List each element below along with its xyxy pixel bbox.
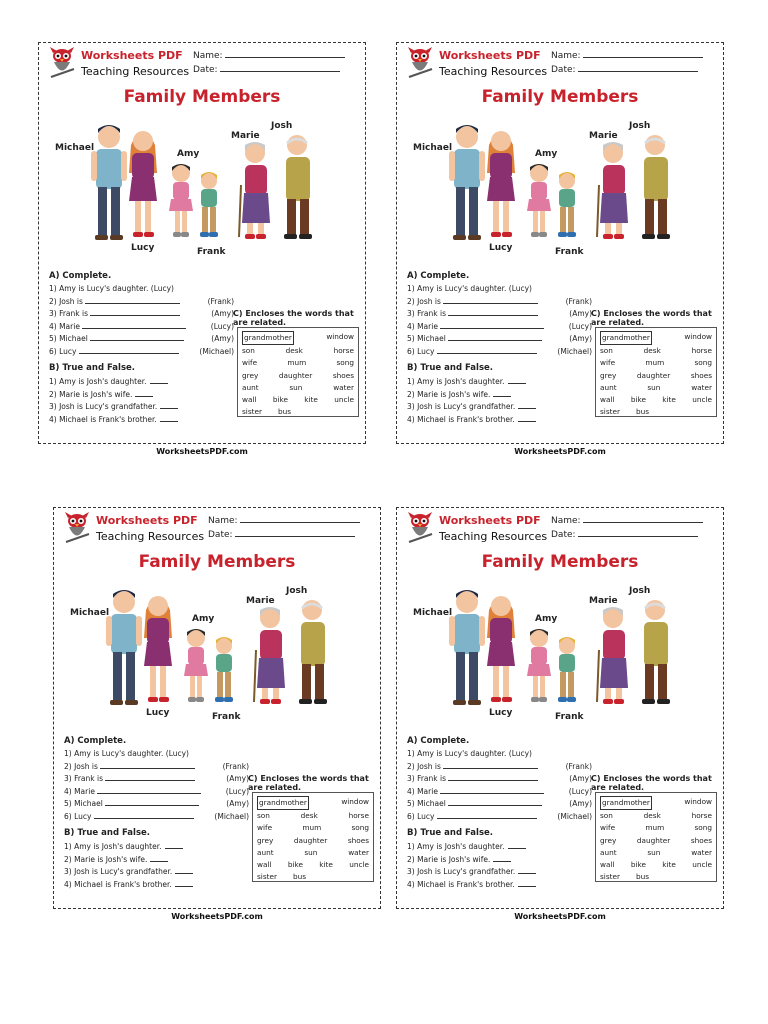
- answer-blank[interactable]: [135, 389, 153, 397]
- answer-blank[interactable]: [448, 333, 542, 341]
- worksheet-card: [53, 507, 381, 921]
- word-box: [595, 792, 717, 882]
- complete-list: [64, 748, 249, 823]
- complete-list: [407, 748, 592, 823]
- word[interactable]: aunt: [242, 382, 259, 392]
- answer-blank[interactable]: [448, 308, 538, 316]
- label-josh: Josh: [271, 121, 293, 131]
- answer-blank[interactable]: [437, 811, 537, 819]
- lucy-figure: [487, 131, 515, 237]
- footer-site: WorksheetsPDF.com: [171, 912, 263, 921]
- truefalse-item: 4) Michael is Frank's brother.: [64, 879, 249, 892]
- owl-logo-icon: [47, 47, 77, 81]
- word[interactable]: window: [684, 797, 712, 806]
- complete-item: 3) Frank is (Amy): [407, 774, 592, 783]
- word[interactable]: kite: [319, 860, 333, 870]
- word[interactable]: son: [242, 346, 255, 356]
- word[interactable]: grey: [257, 835, 274, 845]
- word[interactable]: horse: [691, 811, 712, 821]
- complete-item: 3) Frank is (Amy): [407, 309, 592, 318]
- word[interactable]: mum: [645, 823, 665, 833]
- label-michael: Michael: [413, 608, 453, 618]
- michael-figure: [91, 125, 127, 240]
- label-michael: Michael: [55, 143, 95, 153]
- answer-blank[interactable]: [79, 346, 179, 354]
- word[interactable]: mum: [287, 358, 307, 368]
- complete-item: 4) Marie (Lucy): [49, 321, 234, 331]
- complete-item: 4) Marie (Lucy): [407, 786, 592, 796]
- word[interactable]: kite: [662, 860, 676, 870]
- complete-item: 6) Lucy (Michael): [49, 346, 234, 356]
- brand-name: Worksheets PDF: [96, 514, 198, 527]
- label-frank: Frank: [555, 712, 584, 722]
- word[interactable]: sister: [600, 872, 620, 882]
- name-label: Name:: [208, 516, 238, 526]
- footer-site: WorksheetsPDF.com: [514, 912, 606, 921]
- worksheet-title: Family Members: [123, 87, 281, 107]
- complete-item: 6) Lucy (Michael): [407, 811, 592, 821]
- word[interactable]: bike: [287, 860, 303, 870]
- name-label: Name:: [551, 516, 581, 526]
- truefalse-heading: B) True and False.: [407, 828, 493, 838]
- michael-figure: [106, 590, 142, 705]
- word[interactable]: wife: [600, 358, 616, 368]
- name-field[interactable]: [551, 514, 709, 526]
- marie-figure: [597, 607, 628, 704]
- word-box: [237, 327, 359, 417]
- word-box: [252, 792, 374, 882]
- truefalse-item: 1) Amy is Josh's daughter.: [64, 841, 249, 854]
- answer-blank[interactable]: [493, 389, 511, 397]
- truefalse-item: 4) Michael is Frank's brother.: [407, 414, 592, 427]
- frank-figure: [558, 172, 576, 237]
- answer-blank[interactable]: [508, 841, 526, 849]
- word[interactable]: sun: [304, 847, 318, 857]
- word[interactable]: sun: [647, 847, 661, 857]
- label-marie: Marie: [589, 596, 618, 606]
- truefalse-item: 1) Amy is Josh's daughter.: [407, 841, 592, 854]
- word[interactable]: bus: [277, 407, 292, 417]
- complete-item: 5) Michael (Amy): [407, 799, 592, 808]
- josh-figure: [642, 135, 670, 239]
- truefalse-item: 1) Amy is Josh's daughter.: [49, 376, 234, 389]
- answer-blank[interactable]: [150, 376, 168, 384]
- complete-item: 5) Michael (Amy): [49, 334, 234, 343]
- michael-figure: [449, 590, 485, 705]
- name-label: Name:: [551, 51, 581, 61]
- label-frank: Frank: [212, 712, 241, 722]
- answer-blank[interactable]: [90, 308, 180, 316]
- word[interactable]: wall: [242, 395, 257, 405]
- name-field[interactable]: [193, 49, 351, 61]
- answer-blank[interactable]: [175, 866, 193, 874]
- truefalse-heading: B) True and False.: [407, 363, 493, 373]
- label-michael: Michael: [70, 608, 110, 618]
- date-field[interactable]: [193, 63, 351, 75]
- word[interactable]: song: [694, 823, 712, 833]
- word[interactable]: window: [341, 797, 369, 806]
- complete-item: 2) Josh is (Frank): [64, 761, 249, 771]
- label-amy: Amy: [192, 614, 215, 624]
- word[interactable]: sister: [600, 407, 620, 417]
- josh-figure: [642, 600, 670, 704]
- answer-blank[interactable]: [518, 866, 536, 874]
- truefalse-item: 3) Josh is Lucy's grandfather.: [407, 401, 592, 414]
- answer-blank[interactable]: [448, 798, 542, 806]
- word[interactable]: grandmother: [257, 796, 309, 810]
- word[interactable]: daughter: [293, 835, 328, 845]
- label-marie: Marie: [589, 131, 618, 141]
- label-amy: Amy: [177, 149, 200, 159]
- answer-blank[interactable]: [94, 811, 194, 819]
- complete-item: 2) Josh is (Frank): [407, 761, 592, 771]
- word[interactable]: horse: [333, 346, 354, 356]
- complete-item: 5) Michael (Amy): [64, 799, 249, 808]
- complete-item: 2) Josh is (Frank): [49, 296, 234, 306]
- complete-heading: A) Complete.: [49, 271, 112, 281]
- brand-tagline: Teaching Resources: [96, 530, 205, 543]
- word[interactable]: water: [691, 847, 712, 857]
- label-frank: Frank: [555, 247, 584, 257]
- josh-figure: [299, 600, 327, 704]
- word[interactable]: uncle: [692, 860, 712, 870]
- word[interactable]: uncle: [349, 860, 369, 870]
- date-label: Date:: [551, 65, 576, 75]
- word[interactable]: shoes: [347, 835, 369, 845]
- name-line: [583, 49, 703, 58]
- date-line: [220, 63, 340, 72]
- truefalse-list: [49, 376, 234, 426]
- truefalse-item: 3) Josh is Lucy's grandfather.: [64, 866, 249, 879]
- word[interactable]: window: [684, 332, 712, 341]
- truefalse-item: 4) Michael is Frank's brother.: [49, 414, 234, 427]
- date-field[interactable]: [551, 528, 709, 540]
- truefalse-item: 2) Marie is Josh's wife.: [407, 389, 592, 402]
- amy-figure: [527, 629, 551, 702]
- brand-tagline: Teaching Resources: [81, 65, 190, 78]
- word[interactable]: window: [326, 332, 354, 341]
- answer-blank[interactable]: [90, 333, 184, 341]
- word[interactable]: desk: [285, 346, 303, 356]
- truefalse-item: 2) Marie is Josh's wife.: [407, 854, 592, 867]
- word-box: [595, 327, 717, 417]
- worksheet-card: [396, 507, 724, 921]
- label-lucy: Lucy: [489, 243, 513, 253]
- complete-item: 1) Amy is Lucy's daughter. (Lucy): [407, 749, 532, 758]
- word[interactable]: bike: [630, 860, 646, 870]
- label-amy: Amy: [535, 149, 558, 159]
- truefalse-list: [407, 841, 592, 891]
- word[interactable]: son: [600, 811, 613, 821]
- complete-list: [49, 283, 234, 358]
- word[interactable]: bike: [630, 395, 646, 405]
- word[interactable]: son: [257, 811, 270, 821]
- marie-figure: [597, 142, 628, 239]
- encloses-heading: C) Encloses the words that are related.: [591, 774, 712, 792]
- complete-item: 1) Amy is Lucy's daughter. (Lucy): [64, 749, 189, 758]
- word[interactable]: horse: [691, 346, 712, 356]
- amy-figure: [169, 164, 193, 237]
- frank-figure: [200, 172, 218, 237]
- label-josh: Josh: [629, 121, 651, 131]
- word[interactable]: grey: [600, 370, 617, 380]
- name-label: Name:: [193, 51, 223, 61]
- complete-item: 6) Lucy (Michael): [407, 346, 592, 356]
- owl-logo-icon: [405, 47, 435, 81]
- complete-item: 1) Amy is Lucy's daughter. (Lucy): [49, 284, 174, 293]
- answer-blank[interactable]: [518, 879, 536, 887]
- label-lucy: Lucy: [489, 708, 513, 718]
- word[interactable]: uncle: [692, 395, 712, 405]
- word[interactable]: grey: [242, 370, 259, 380]
- family-illustration: [409, 580, 709, 728]
- michael-figure: [449, 125, 485, 240]
- word[interactable]: wall: [600, 395, 615, 405]
- complete-list: [407, 283, 592, 358]
- answer-blank[interactable]: [165, 841, 183, 849]
- word[interactable]: daughter: [636, 835, 671, 845]
- answer-blank[interactable]: [518, 401, 536, 409]
- answer-blank[interactable]: [437, 346, 537, 354]
- word[interactable]: song: [336, 358, 354, 368]
- answer-blank[interactable]: [85, 296, 180, 304]
- complete-item: 5) Michael (Amy): [407, 334, 592, 343]
- word[interactable]: bus: [292, 872, 307, 882]
- answer-blank[interactable]: [518, 414, 536, 422]
- brand-name: Worksheets PDF: [439, 49, 541, 62]
- truefalse-item: 2) Marie is Josh's wife.: [64, 854, 249, 867]
- family-illustration: [66, 580, 366, 728]
- truefalse-item: 1) Amy is Josh's daughter.: [407, 376, 592, 389]
- answer-blank[interactable]: [105, 798, 199, 806]
- worksheet-card: [396, 42, 724, 456]
- answer-blank[interactable]: [493, 854, 511, 862]
- footer-site: WorksheetsPDF.com: [156, 447, 248, 456]
- brand-logo: [47, 47, 190, 83]
- word[interactable]: aunt: [600, 382, 617, 392]
- answer-blank[interactable]: [175, 879, 193, 887]
- worksheet-title: Family Members: [481, 552, 639, 572]
- truefalse-list: [64, 841, 249, 891]
- word[interactable]: water: [333, 382, 354, 392]
- label-amy: Amy: [535, 614, 558, 624]
- word[interactable]: grandmother: [600, 331, 652, 345]
- word[interactable]: desk: [300, 811, 318, 821]
- word[interactable]: grey: [600, 835, 617, 845]
- word[interactable]: wife: [257, 823, 273, 833]
- word[interactable]: aunt: [600, 847, 617, 857]
- lucy-figure: [144, 596, 172, 702]
- label-lucy: Lucy: [131, 243, 155, 253]
- marie-figure: [239, 142, 270, 239]
- word[interactable]: wife: [242, 358, 258, 368]
- encloses-heading: C) Encloses the words that are related.: [591, 309, 712, 327]
- word[interactable]: kite: [304, 395, 318, 405]
- answer-blank[interactable]: [150, 854, 168, 862]
- truefalse-list: [407, 376, 592, 426]
- word[interactable]: desk: [643, 346, 661, 356]
- complete-item: 3) Frank is (Amy): [64, 774, 249, 783]
- word[interactable]: wife: [600, 823, 616, 833]
- complete-heading: A) Complete.: [407, 271, 470, 281]
- word[interactable]: mum: [645, 358, 665, 368]
- truefalse-item: 2) Marie is Josh's wife.: [49, 389, 234, 402]
- amy-figure: [527, 164, 551, 237]
- truefalse-item: 4) Michael is Frank's brother.: [407, 879, 592, 892]
- truefalse-item: 3) Josh is Lucy's grandfather.: [407, 866, 592, 879]
- word[interactable]: wall: [600, 860, 615, 870]
- answer-blank[interactable]: [443, 296, 538, 304]
- complete-item: 4) Marie (Lucy): [407, 321, 592, 331]
- word[interactable]: shoes: [332, 370, 354, 380]
- answer-blank[interactable]: [448, 773, 538, 781]
- answer-blank[interactable]: [97, 786, 201, 794]
- word[interactable]: sister: [242, 407, 262, 417]
- label-josh: Josh: [629, 586, 651, 596]
- complete-item: 1) Amy is Lucy's daughter. (Lucy): [407, 284, 532, 293]
- truefalse-item: 3) Josh is Lucy's grandfather.: [49, 401, 234, 414]
- complete-heading: A) Complete.: [407, 736, 470, 746]
- worksheet-title: Family Members: [481, 87, 639, 107]
- word[interactable]: aunt: [257, 847, 274, 857]
- word[interactable]: uncle: [334, 395, 354, 405]
- date-field[interactable]: [551, 63, 709, 75]
- truefalse-heading: B) True and False.: [64, 828, 150, 838]
- date-field[interactable]: [208, 528, 366, 540]
- label-marie: Marie: [231, 131, 260, 141]
- marie-figure: [254, 607, 285, 704]
- word[interactable]: mum: [302, 823, 322, 833]
- word[interactable]: daughter: [636, 370, 671, 380]
- label-michael: Michael: [413, 143, 453, 153]
- brand-logo: [405, 512, 548, 548]
- complete-item: 4) Marie (Lucy): [64, 786, 249, 796]
- word[interactable]: grandmother: [242, 331, 294, 345]
- amy-figure: [184, 629, 208, 702]
- answer-blank[interactable]: [160, 401, 178, 409]
- josh-figure: [284, 135, 312, 239]
- name-line: [240, 514, 360, 523]
- answer-blank[interactable]: [443, 761, 538, 769]
- word[interactable]: wall: [257, 860, 272, 870]
- word[interactable]: sun: [647, 382, 661, 392]
- name-field[interactable]: [208, 514, 366, 526]
- brand-tagline: Teaching Resources: [439, 530, 548, 543]
- frank-figure: [558, 637, 576, 702]
- answer-blank[interactable]: [100, 761, 195, 769]
- word[interactable]: horse: [348, 811, 369, 821]
- word[interactable]: desk: [643, 811, 661, 821]
- owl-logo-icon: [62, 512, 92, 546]
- word[interactable]: water: [691, 382, 712, 392]
- footer-site: WorksheetsPDF.com: [514, 447, 606, 456]
- name-field[interactable]: [551, 49, 709, 61]
- worksheet-title: Family Members: [138, 552, 296, 572]
- word[interactable]: son: [600, 346, 613, 356]
- complete-item: 3) Frank is (Amy): [49, 309, 234, 318]
- answer-blank[interactable]: [82, 321, 186, 329]
- lucy-figure: [129, 131, 157, 237]
- answer-blank[interactable]: [508, 376, 526, 384]
- word[interactable]: sun: [289, 382, 303, 392]
- frank-figure: [215, 637, 233, 702]
- truefalse-heading: B) True and False.: [49, 363, 135, 373]
- word[interactable]: song: [694, 358, 712, 368]
- label-marie: Marie: [246, 596, 275, 606]
- word[interactable]: shoes: [690, 370, 712, 380]
- date-label: Date:: [551, 530, 576, 540]
- worksheet-card: [38, 42, 366, 456]
- word[interactable]: bike: [272, 395, 288, 405]
- date-label: Date:: [193, 65, 218, 75]
- date-line: [578, 528, 698, 537]
- family-illustration: [409, 115, 709, 263]
- word[interactable]: water: [348, 847, 369, 857]
- complete-item: 6) Lucy (Michael): [64, 811, 249, 821]
- word[interactable]: song: [351, 823, 369, 833]
- brand-logo: [405, 47, 548, 83]
- encloses-heading: C) Encloses the words that are related.: [248, 774, 369, 792]
- label-josh: Josh: [286, 586, 308, 596]
- answer-blank[interactable]: [160, 414, 178, 422]
- date-label: Date:: [208, 530, 233, 540]
- word[interactable]: shoes: [690, 835, 712, 845]
- complete-item: 2) Josh is (Frank): [407, 296, 592, 306]
- encloses-heading: C) Encloses the words that are related.: [233, 309, 354, 327]
- complete-heading: A) Complete.: [64, 736, 127, 746]
- answer-blank[interactable]: [105, 773, 195, 781]
- word[interactable]: grandmother: [600, 796, 652, 810]
- brand-name: Worksheets PDF: [81, 49, 183, 62]
- name-line: [225, 49, 345, 58]
- brand-tagline: Teaching Resources: [439, 65, 548, 78]
- family-illustration: [51, 115, 351, 263]
- word[interactable]: bus: [635, 407, 650, 417]
- label-frank: Frank: [197, 247, 226, 257]
- name-line: [583, 514, 703, 523]
- owl-logo-icon: [405, 512, 435, 546]
- answer-blank[interactable]: [440, 786, 544, 794]
- date-line: [578, 63, 698, 72]
- answer-blank[interactable]: [440, 321, 544, 329]
- lucy-figure: [487, 596, 515, 702]
- word[interactable]: sister: [257, 872, 277, 882]
- word[interactable]: daughter: [278, 370, 313, 380]
- label-lucy: Lucy: [146, 708, 170, 718]
- date-line: [235, 528, 355, 537]
- brand-name: Worksheets PDF: [439, 514, 541, 527]
- brand-logo: [62, 512, 205, 548]
- word[interactable]: kite: [662, 395, 676, 405]
- word[interactable]: bus: [635, 872, 650, 882]
